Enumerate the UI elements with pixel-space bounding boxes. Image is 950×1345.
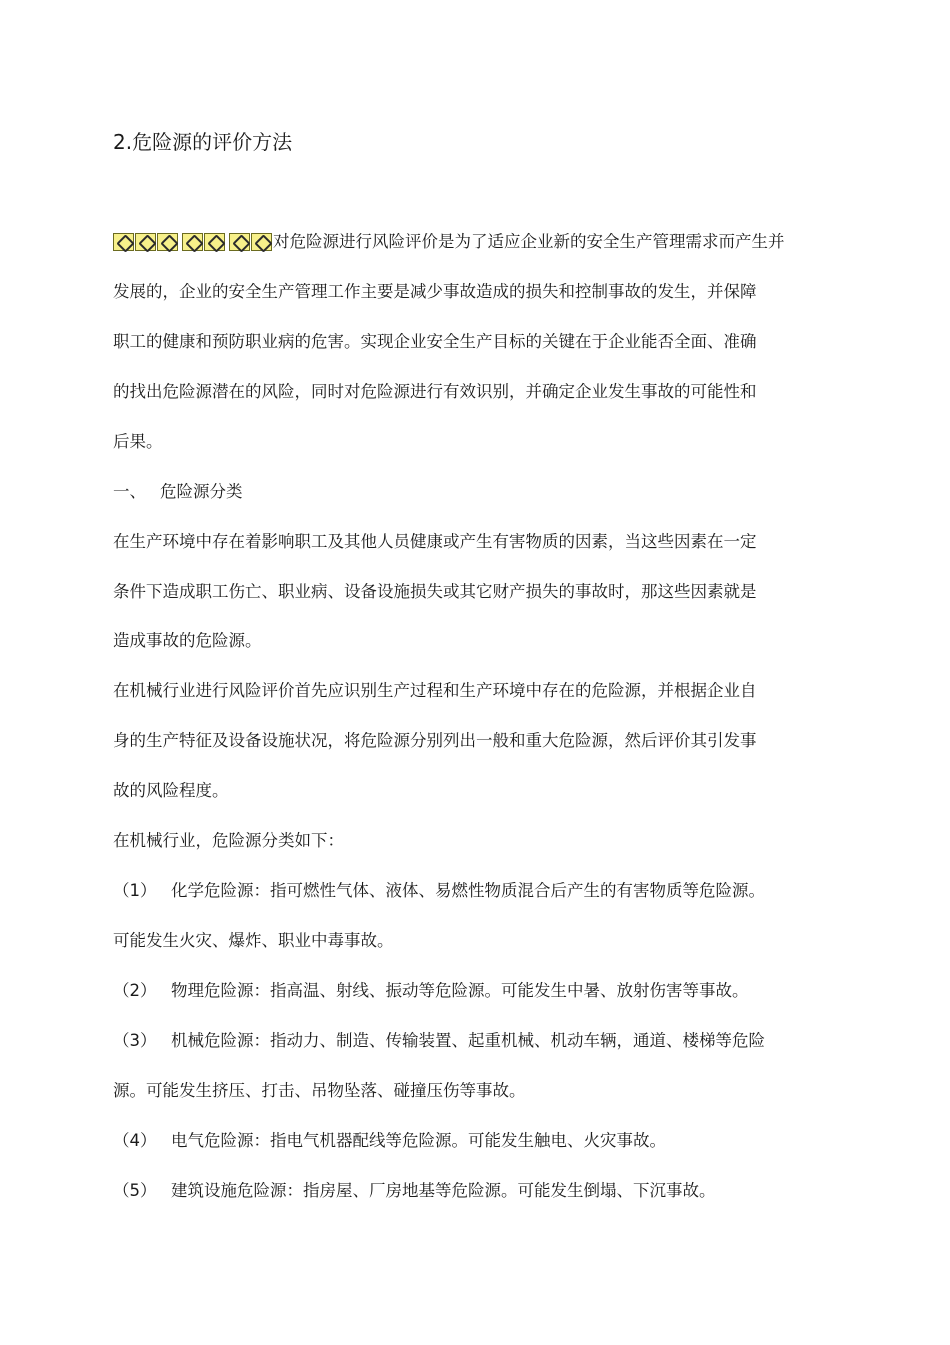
missing-glyph-icons [113, 233, 273, 251]
missing-glyph-icon [113, 233, 134, 251]
list-number: （4） [113, 1131, 157, 1150]
list-item-2 [113, 979, 749, 1003]
para1-line-3: 造成事故的危险源。 [113, 631, 262, 650]
list-text: 物理危险源：指高温、射线、振动等危险源。可能发生中暑、放射伤害等事故。 [171, 981, 749, 1000]
para2-line-2: 身的生产特征及设备设施状况，将危险源分别列出一般和重大危险源，然后评价其引发事 [113, 731, 757, 750]
intro-text: 对危险源进行风险评价是为了适应企业新的安全生产管理需求而产生并 [273, 232, 785, 251]
section-title: 危险源分类 [160, 482, 243, 501]
section-1-title [113, 480, 243, 504]
para1-line-2: 条件下造成职工伤亡、职业病、设备设施损失或其它财产损失的事故时，那这些因素就是 [113, 582, 757, 601]
intro-line-2: 发展的，企业的安全生产管理工作主要是减少事故造成的损失和控制事故的发生，并保障 [113, 282, 757, 301]
list-text: 机械危险源：指动力、制造、传输装置、起重机械、机动车辆，通道、楼梯等危险 [171, 1031, 765, 1050]
intro-line-4: 的找出危险源潜在的风险，同时对危险源进行有效识别，并确定企业发生事故的可能性和 [113, 382, 757, 401]
list-text: 化学危险源：指可燃性气体、液体、易燃性物质混合后产生的有害物质等危险源。 [171, 881, 765, 900]
missing-glyph-icon [182, 233, 203, 251]
list-number: （5） [113, 1181, 157, 1200]
list-text: 建筑设施危险源：指房屋、厂房地基等危险源。可能发生倒塌、下沉事故。 [171, 1181, 716, 1200]
list-item-5 [113, 1179, 716, 1203]
missing-glyph-icon [204, 233, 225, 251]
list-number: （1） [113, 881, 157, 900]
list-item-3 [113, 1029, 765, 1053]
list-item-1-cont: 可能发生火灾、爆炸、职业中毒事故。 [113, 931, 394, 950]
intro-line-3: 职工的健康和预防职业病的危害。实现企业安全生产目标的关键在于企业能否全面、准确 [113, 332, 757, 351]
list-number: （2） [113, 981, 157, 1000]
list-item-4 [113, 1129, 666, 1153]
list-item-3-cont: 源。可能发生挤压、打击、吊物坠落、碰撞压伤等事故。 [113, 1081, 526, 1100]
intro-line-1 [113, 230, 785, 254]
intro-line-5: 后果。 [113, 432, 163, 451]
section-number: 一、 [113, 482, 146, 501]
list-number: （3） [113, 1031, 157, 1050]
missing-glyph-icon [251, 233, 272, 251]
missing-glyph-icon [157, 233, 178, 251]
section-heading: 2.危险源的评价方法 [113, 130, 293, 154]
para3-line: 在机械行业，危险源分类如下： [113, 831, 344, 850]
para2-line-1: 在机械行业进行风险评价首先应识别生产过程和生产环境中存在的危险源，并根据企业自 [113, 681, 757, 700]
para2-line-3: 故的风险程度。 [113, 781, 229, 800]
missing-glyph-icon [135, 233, 156, 251]
para1-line-1: 在生产环境中存在着影响职工及其他人员健康或产生有害物质的因素，当这些因素在一定 [113, 532, 757, 551]
missing-glyph-icon [229, 233, 250, 251]
list-item-1 [113, 879, 765, 903]
list-text: 电气危险源：指电气机器配线等危险源。可能发生触电、火灾事故。 [171, 1131, 666, 1150]
